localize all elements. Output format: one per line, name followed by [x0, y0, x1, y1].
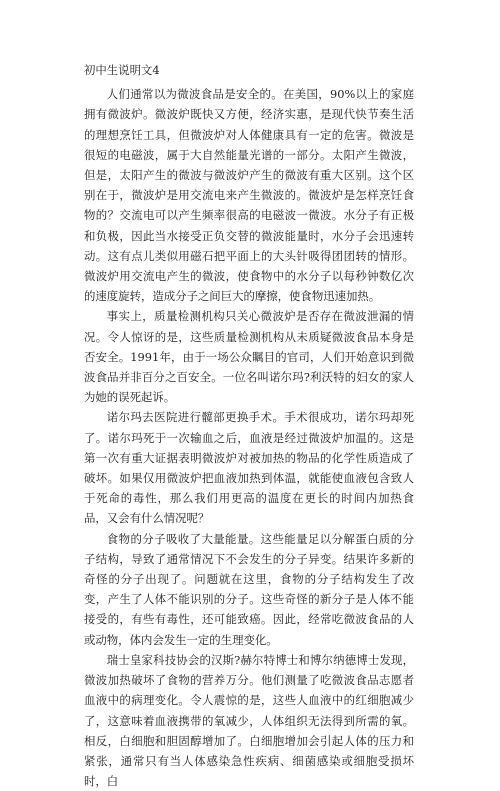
- paragraph-1: 人们通常以为微波食品是安全的。在美国，90%以上的家庭拥有微波炉。微波炉既快又方便，经济实惠，是现代快节奏生活的理想烹饪工具，但微波炉对人体健康具有一定的危害。微波是很短的电磁波，属于大自然能量光谱的一部分。太阳产生微波，但是，太阳产生的微波与微波炉产生的微波有重大区别。这个区别在于，微波炉是用交流电来产生微波的。微波炉是怎样烹饪食物的？交流电可以产生频率很高的电磁波一微波。水分子有正极和负极，因此当水接受正负交替的微波能量时，水分子会迅速转动。这有点儿类似用磁石把平面上的大头针吸得团团转的情形。微波炉用交流电产生的微波，使食物中的水分子以每秒钟数亿次的速度旋转，造成分子之间巨大的摩擦，使食物迅速加热。: [84, 87, 414, 304]
- paragraph-2: 事实上，质量检测机构只关心微波炉是否存在微波泄漏的情况。令人惊讶的是，这些质量检测机构从未质疑微波食品本身是否安全。1991年，由于一场公众瞩目的官司，人们开始意识到微波食品并非百分之百安全。一位名叫诺尔玛?利沃特的妇女的家人为她的误死起诉。: [84, 309, 414, 405]
- paragraph-5: 瑞士皇家科技协会的汉斯?赫尔特博士和博尔纳德博士发现，微波加热破坏了食物的营养万分。他们测量了吃微波食品志愿者血液中的病理变化。令人震惊的是，这些人血液中的红细胞减少了，这意味着血液携带的氧减少，人体组织无法得到所需的氧。相反，白细胞和胆固醇增加了。白细胞增加会引起人体的压力和紧张，通常只有当人体感染急性疾病、细菌感染或细胞受损坏时，白: [84, 652, 414, 789]
- document-title: 初中生说明文4: [84, 63, 160, 77]
- paragraph-4: 食物的分子吸收了大量能量。这些能量足以分解蛋白质的分子结构，导致了通常情况下不会发生的分子异变。结果许多新的奇怪的分子出现了。问题就在这里，食物的分子结构发生了改变，产生了人体不能识别的分子。这些奇怪的新分子是人体不能接受的，有些有毒性，还可能致癌。因此，经常吃微波食品的人或动物，体内会发生一定的生理变化。: [84, 531, 414, 647]
- paragraph-3: 诺尔玛去医院进行髋部更换手术。手术很成功，诺尔玛却死了。诺尔玛死于一次输血之后，血液是经过微波炉加温的。这是第一次有重大证据表明微波炉对被加热的物品的化学性质造成了破坏。如果仅用微波炉把血液加热到体温，就能使血液包含致人于死命的毒性，那么我们用更高的温度在更长的时间内加热食品，又会有什么情况呢？: [84, 410, 414, 526]
